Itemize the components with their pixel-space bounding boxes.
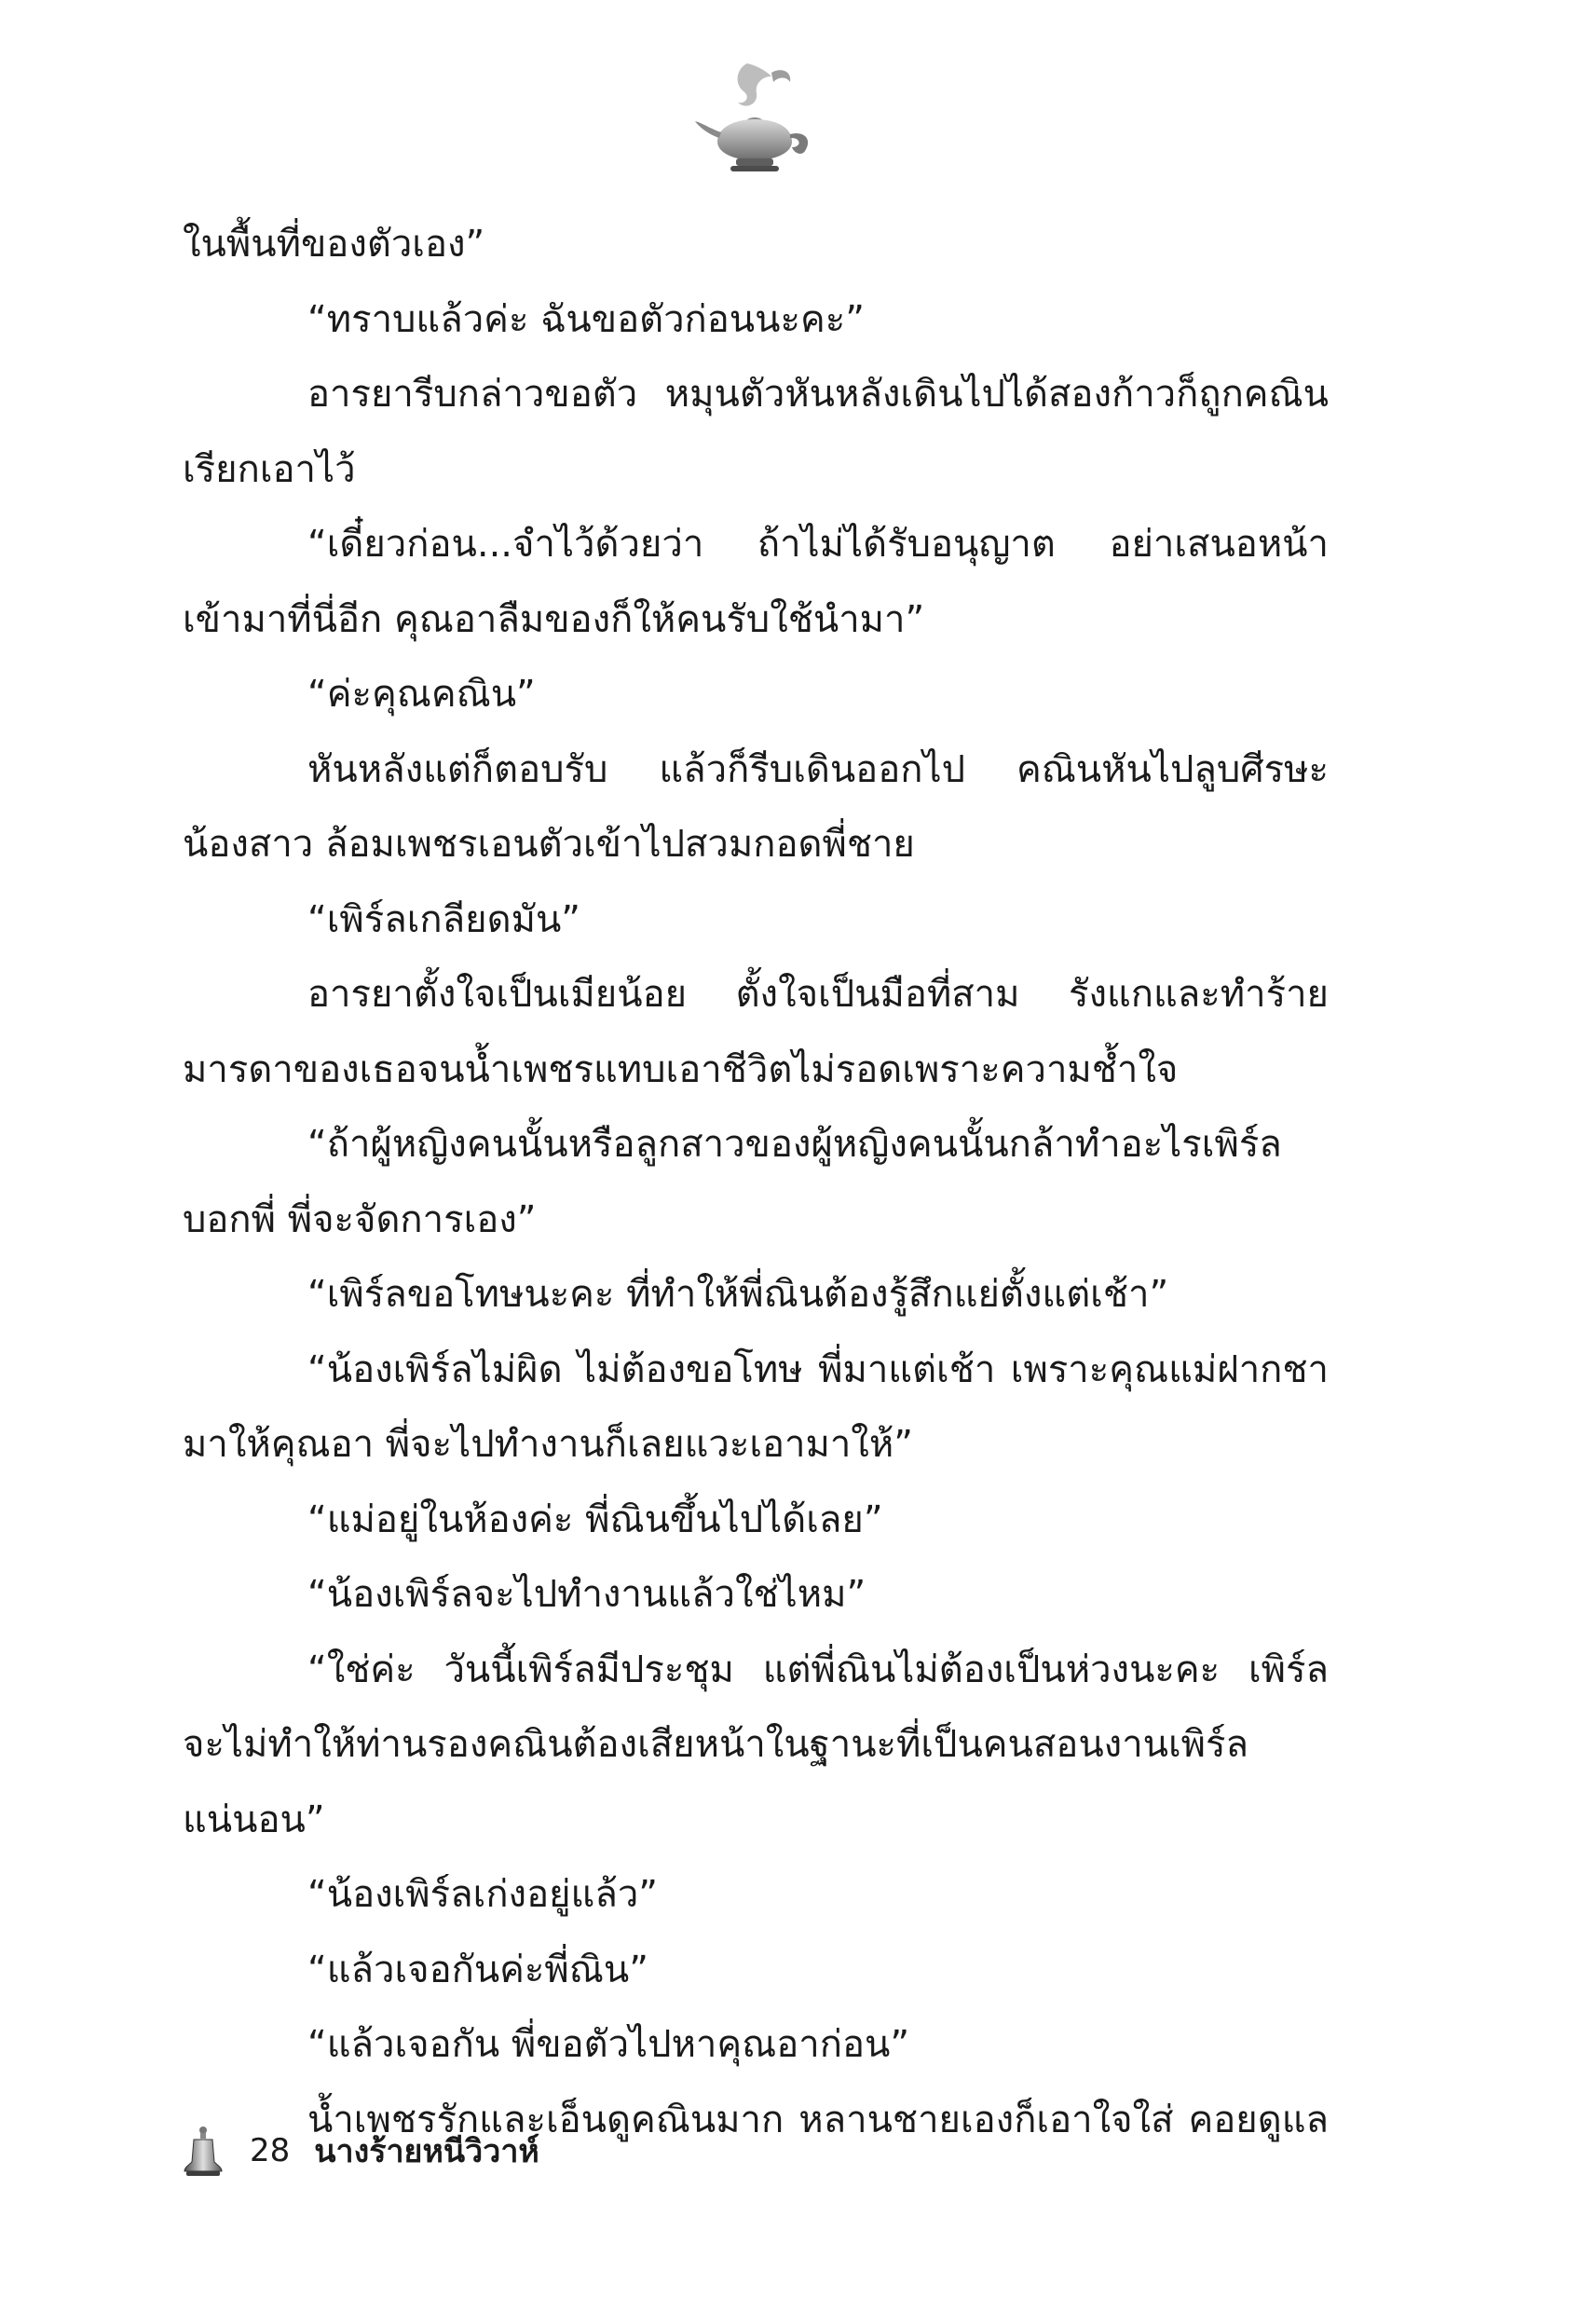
text-line: “น้องเพิร์ลเก่งอยู่แล้ว” [307, 1873, 659, 1916]
page-number: 28 [250, 2132, 291, 2169]
text-line: เรียกเอาไว้ [183, 447, 356, 491]
genie-lamp-icon [689, 56, 820, 177]
text-line: บอกพี่ พี่จะจัดการเอง” [183, 1197, 537, 1241]
text-line: น้ำเพชรรักและเอ็นดูคณินมาก หลานชายเองก็เอาใจใส่ คอยดูแล [307, 2098, 1329, 2141]
lamp-bell-icon [183, 2125, 224, 2177]
text-line: แน่นอน” [183, 1798, 325, 1841]
text-line: “ค่ะคุณคณิน” [307, 673, 536, 716]
text-line: “แล้วเจอกันค่ะพี่ณิน” [307, 1948, 648, 1991]
body-text [183, 207, 1329, 2157]
text-line: ในพื้นที่ของตัวเอง” [183, 223, 485, 266]
book-title: นางร้ายหนีวิวาห์ [314, 2133, 539, 2170]
text-line: “น้องเพิร์ลจะไปทำงานแล้วใช่ไหม” [307, 1573, 866, 1616]
text-line: “เพิร์ลขอโทษนะคะ ที่ทำให้พี่ณินต้องรู้สึกแย่ตั้งแต่เช้า” [307, 1273, 1169, 1316]
text-line: “แม่อยู่ในห้องค่ะ พี่ณินขึ้นไปได้เลย” [307, 1497, 883, 1541]
text-line: “ทราบแล้วค่ะ ฉันขอตัวก่อนนะคะ” [307, 297, 865, 341]
text-line: มาให้คุณอา พี่จะไปทำงานก็เลยแวะเอามาให้” [183, 1423, 913, 1466]
page-footer [183, 2123, 539, 2179]
text-line: “แล้วเจอกัน พี่ขอตัวไปหาคุณอาก่อน” [307, 2023, 910, 2066]
text-line: “เพิร์ลเกลียดมัน” [307, 897, 581, 941]
text-line: “น้องเพิร์ลไม่ผิด ไม่ต้องขอโทษ พี่มาแต่เช้า เพราะคุณแม่ฝากชา [307, 1347, 1329, 1391]
text-line: อารยารีบกล่าวขอตัว หมุนตัวหันหลังเดินไปได้สองก้าวก็ถูกคณิน [307, 373, 1329, 416]
text-line: มารดาของเธอจนน้ำเพชรแทบเอาชีวิตไม่รอดเพราะความช้ำใจ [183, 1047, 1179, 1091]
text-line: เข้ามาที่นี่อีก คุณอาลืมของก็ให้คนรับใช้นำมา” [183, 597, 925, 641]
text-line: อารยาตั้งใจเป็นเมียน้อย ตั้งใจเป็นมือที่สาม รังแกและทำร้าย [307, 973, 1329, 1016]
text-line: หันหลังแต่ก็ตอบรับ แล้วก็รีบเดินออกไป คณินหันไปลูบศีรษะ [307, 747, 1329, 791]
text-line: “เดี๋ยวก่อน...จำไว้ด้วยว่า ถ้าไม่ได้รับอนุญาต อย่าเสนอหน้า [307, 523, 1329, 566]
text-line: “ใช่ค่ะ วันนี้เพิร์ลมีประชุม แต่พี่ณินไม่ต้องเป็นห่วงนะคะ เพิร์ล [307, 1648, 1329, 1691]
text-line: น้องสาว ล้อมเพชรเอนตัวเข้าไปสวมกอดพี่ชาย [183, 823, 915, 866]
text-line: “ถ้าผู้หญิงคนนั้นหรือลูกสาวของผู้หญิงคนนั้นกล้าทำอะไรเพิร์ล [307, 1123, 1282, 1166]
text-line: จะไม่ทำให้ท่านรองคณินต้องเสียหน้าในฐานะที่เป็นคนสอนงานเพิร์ล [183, 1723, 1249, 1766]
